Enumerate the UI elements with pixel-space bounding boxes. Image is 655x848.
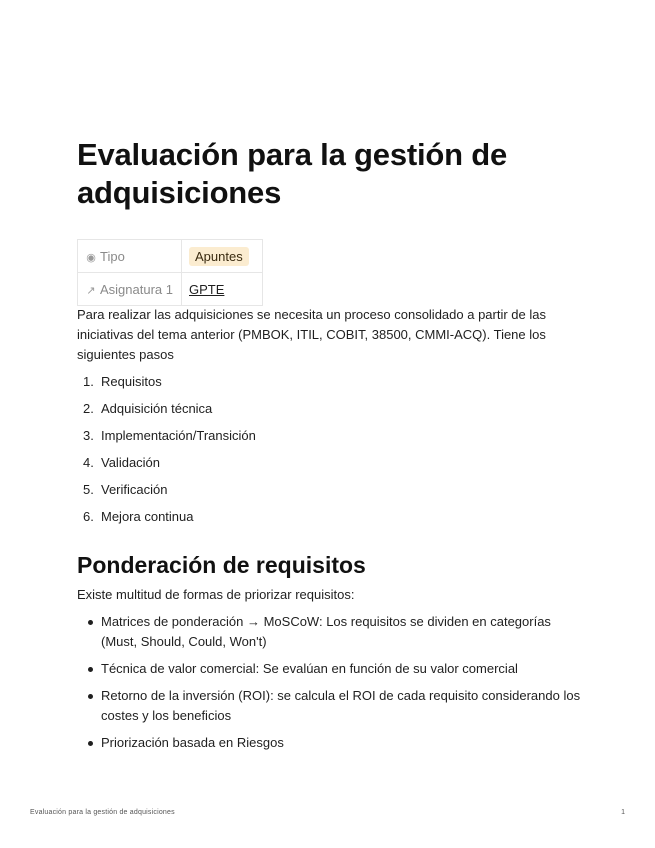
list-item bbox=[77, 507, 577, 534]
methods-list bbox=[77, 612, 581, 760]
relation-arrow-icon: ↗ bbox=[86, 284, 96, 297]
list-item-text: Requisitos bbox=[101, 374, 162, 389]
property-key-label: Asignatura 1 bbox=[100, 281, 173, 297]
bullet-icon bbox=[88, 620, 93, 625]
section-heading: Ponderación de requisitos bbox=[77, 552, 366, 578]
list-item bbox=[77, 686, 581, 726]
list-item-text: Matrices de ponderación → MoSCoW: Los requisitos se dividen en categorías (Must, Should, Could, Won't) bbox=[101, 614, 551, 649]
list-item-text: Mejora continua bbox=[101, 509, 194, 524]
list-item bbox=[77, 612, 581, 652]
property-key bbox=[78, 273, 182, 306]
property-row-asignatura bbox=[78, 273, 263, 306]
list-number: 6. bbox=[83, 509, 94, 524]
list-item bbox=[77, 426, 577, 453]
property-key bbox=[78, 240, 182, 273]
list-item-text: Implementación/Transición bbox=[101, 428, 256, 443]
list-item-text: Validación bbox=[101, 455, 161, 470]
footer-title: Evaluación para la gestión de adquisiciones bbox=[30, 809, 175, 816]
list-item-text: Priorización basada en Riesgos bbox=[101, 735, 284, 750]
list-number: 1. bbox=[83, 374, 94, 389]
property-row-tipo bbox=[78, 240, 263, 273]
intro-paragraph: Para realizar las adquisiciones se necesita un proceso consolidado a partir de las iniciativas del tema anterior (PMBOK, ITIL, COBIT, 38500, CMMI-ACQ). Tiene los siguientes pasos bbox=[77, 307, 546, 362]
property-value[interactable] bbox=[182, 273, 263, 306]
section-lead: Existe multitud de formas de priorizar requisitos: bbox=[77, 587, 355, 602]
list-number: 2. bbox=[83, 401, 94, 416]
list-item-text: Técnica de valor comercial: Se evalúan en función de su valor comercial bbox=[101, 661, 518, 676]
property-value[interactable] bbox=[182, 240, 263, 273]
bullet-icon bbox=[88, 741, 93, 746]
status-icon: ◉ bbox=[86, 251, 96, 264]
list-item bbox=[77, 399, 577, 426]
subject-link[interactable]: GPTE bbox=[189, 281, 225, 297]
property-key-label: Tipo bbox=[100, 248, 125, 264]
list-item-text: Retorno de la inversión (ROI): se calcula el ROI de cada requisito considerando los costes y los beneficios bbox=[101, 688, 581, 723]
steps-list bbox=[77, 372, 577, 534]
list-number: 4. bbox=[83, 455, 94, 470]
list-item bbox=[77, 372, 577, 399]
page-title: Evaluación para la gestión de adquisiciones bbox=[77, 137, 508, 210]
list-item-text: Verificación bbox=[101, 482, 168, 497]
list-item-text: Adquisición técnica bbox=[101, 401, 213, 416]
type-tag[interactable]: Apuntes bbox=[189, 247, 249, 266]
list-item bbox=[77, 480, 577, 507]
page-number: 1 bbox=[621, 809, 625, 816]
bullet-icon bbox=[88, 667, 93, 672]
list-item bbox=[77, 733, 581, 753]
list-item bbox=[77, 453, 577, 480]
list-item bbox=[77, 659, 581, 679]
list-number: 3. bbox=[83, 428, 94, 443]
properties-table bbox=[77, 239, 263, 306]
bullet-icon bbox=[88, 694, 93, 699]
list-number: 5. bbox=[83, 482, 94, 497]
